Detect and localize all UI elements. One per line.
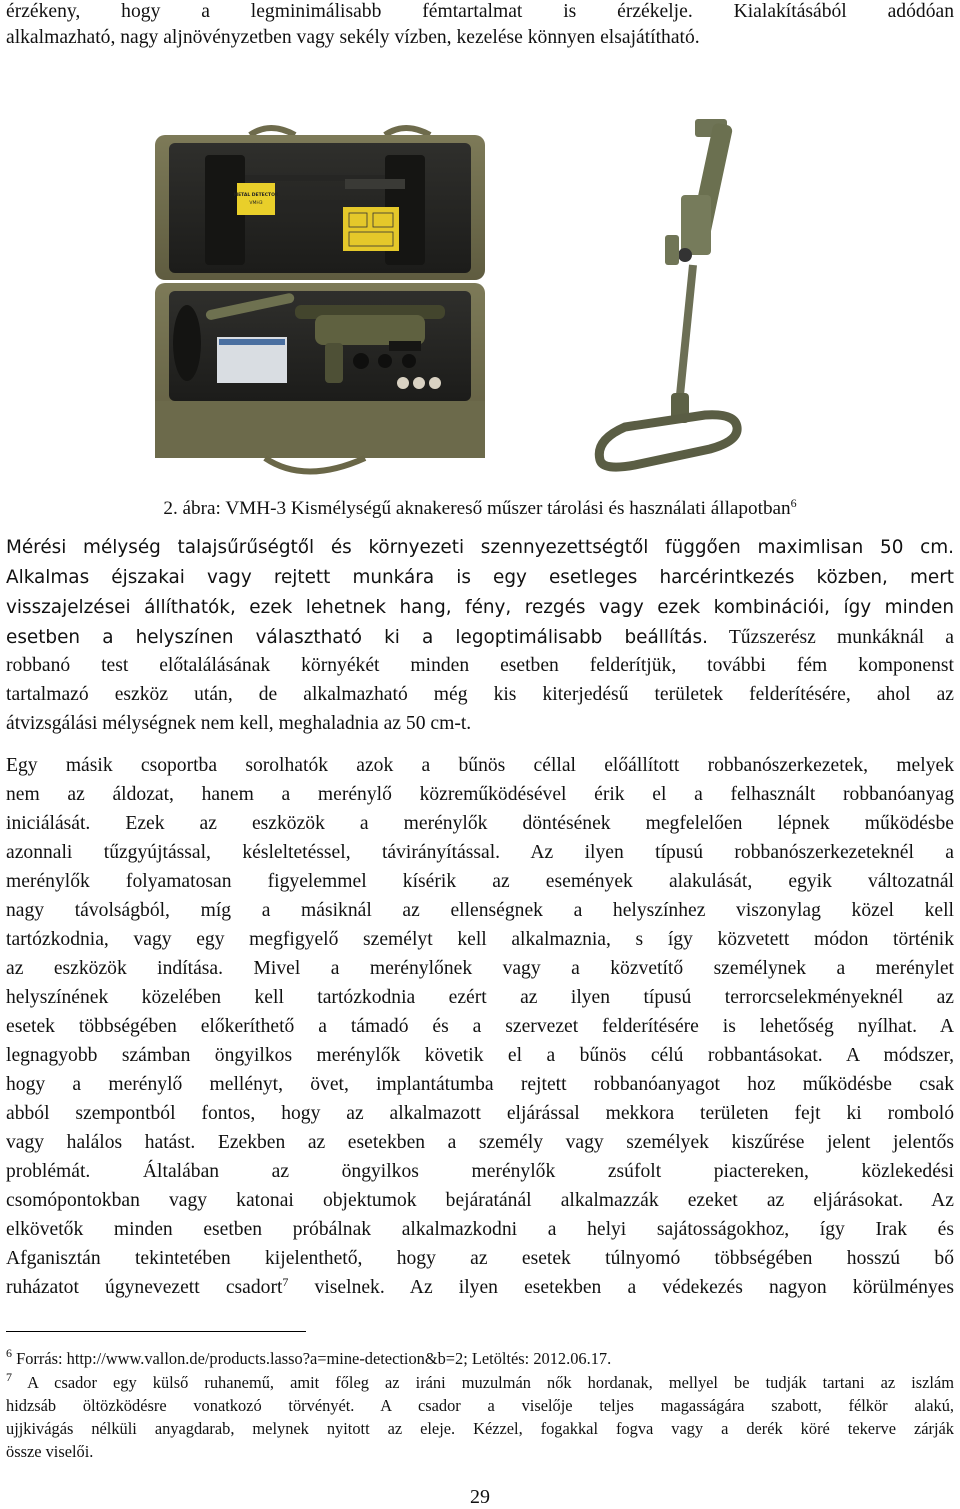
body-text-line: nagy távolságból, míg a másiknál az ellenségnek a helyszínhez viszonylag közel kell: [6, 900, 954, 921]
body-text-line: tartózkodnia, vagy egy megfigyelő személyt kell alkalmaznia, s így közvetett módon történik: [6, 929, 954, 950]
instruction-label: [343, 207, 399, 251]
body-text-line: nem az áldozat, hanem a merénylő közreműködésével érik el a felhasznált robbanóanyag: [6, 784, 954, 805]
footnote-text-line: össze viselői.: [6, 1442, 94, 1461]
metal-detector-label: [237, 183, 275, 215]
body-text-line: robbanó test előtalálásának környékét minden esetben felderítjük, további fém komponenst: [6, 655, 954, 676]
body-text-line: helyszínének közelében kell tartózkodnia ezért az ilyen típusú terrorcselekményeknél az: [6, 987, 954, 1008]
label-model: VMH3: [249, 201, 263, 206]
figure-caption-text: 2. ábra: VMH-3 Kismélységű aknakereső műszer tárolási és használati állapotban: [163, 498, 791, 519]
footnote-text-line: hidzsáb öltözködésre vonatkozó törvényét. A csador a viselője teljes magasságára szabott, félkör alakú,: [6, 1396, 954, 1415]
body-text-line: Alkalmas éjszakai vagy rejtett munkára is egy esetleges harcérintkezés közben, mert: [6, 567, 954, 588]
footnote-text-line: ujjkivágás nélküli anyagdarab, melynek nyitott az eleje. Kézzel, fogakkal fogva vagy a derék köré tekerve zárják: [6, 1419, 954, 1438]
body-text-line: visszajelzései állíthatók, ezek lehetnek hang, fény, rezgés vagy ezek kombinációi, így minden: [6, 597, 954, 618]
footnote-6: [6, 1346, 954, 1369]
page-number: 29: [470, 1486, 490, 1508]
footnote-separator: [6, 1331, 306, 1332]
label-title: METAL DETECTOR: [233, 193, 279, 198]
assembled-detector: [599, 119, 737, 467]
footnote-7: [6, 1370, 954, 1393]
body-text-line: esetek többségében előkeríthető a támadó és a szervezet felderítésére is lehetőség nyílhat. A: [6, 1016, 954, 1037]
body-text-segment: ruházatot úgynevezett csadort: [6, 1277, 283, 1298]
body-text-line: az eszközök indítása. Mivel a merénylőnek vagy a közvetítő személynek a merénylet: [6, 958, 954, 979]
body-text-line: legnagyobb számban öngyilkos merénylők követik el a bűnös célú robbantásokat. A módszer,: [6, 1045, 954, 1066]
case-bottom: [155, 283, 485, 472]
body-text-line: vagy halálos hatást. Ezekben az esetekben a személy vagy személyek kiszűrése jelent jelentős: [6, 1132, 954, 1153]
body-text-line: abból szempontból fontos, hogy az alkalmazott eljárással mekkora területen fejt ki romboló: [6, 1103, 954, 1124]
body-text-line: Egy másik csoportba sorolhatók azok a bűnös céllal előállított robbanószerkezetek, melyek: [6, 755, 954, 776]
footnote-ref: 7: [282, 1275, 289, 1289]
body-text-segment: Tűzszerész munkáknál a: [728, 627, 954, 648]
footnote-number: 6: [6, 1346, 12, 1360]
figure-caption: [0, 497, 960, 521]
body-text-line: azonnali tűzgyújtással, késleltetéssel, távirányítással. Az ilyen típusú robbanószerkezeteknél a: [6, 842, 954, 863]
body-text-line: hogy a merénylő mellényt, övet, implantátumba rejtett robbanóanyagot hoz működésbe csak: [6, 1074, 954, 1095]
body-text-line: alkalmazható, nagy aljnövényzetben vagy sekély vízben, kezelése könnyen elsajátítható.: [6, 27, 700, 48]
body-text-line: problémát. Általában az öngyilkos merénylők zsúfolt piactereken, közlekedési: [6, 1161, 954, 1182]
body-text-line: csomópontokban vagy katonai objektumok bejáratánál alkalmazzák ezeket az eljárásokat. Az: [6, 1190, 954, 1211]
body-text-line: merénylők folyamatosan figyelemmel kísérik az események alakulását, egyik változatnál: [6, 871, 954, 892]
footnote-number: 7: [6, 1370, 12, 1384]
body-text-line: [6, 1276, 954, 1300]
footnote-text: A csador egy külső ruhanemű, amit főleg az iráni muzulmán nők hordanak, mellyel be tudják tartani az iszlám: [12, 1373, 954, 1392]
body-text-segment: esetben a helyszínen választható ki a legoptimálisabb beállítás.: [6, 627, 708, 648]
body-text-line: elkövetők minden esetben próbálnak alkalmazkodni a helyi sajátosságokhoz, így Irak és: [6, 1219, 954, 1240]
body-text-line: átvizsgálási mélységnek nem kell, meghaladnia az 50 cm-t.: [6, 713, 472, 734]
body-text-line: Mérési mélység talajsűrűségtől és környezeti szennyezettségtől függően maximlisan 50 cm.: [6, 537, 954, 558]
body-text-line: tartalmazó eszköz után, de alkalmazható még kis kiterjedésű területek felderítésére, ahol az: [6, 684, 954, 705]
case-lid: [155, 128, 485, 280]
body-text-segment: viselnek. Az ilyen esetekben a védekezés nagyon körülményes: [288, 1277, 954, 1298]
metal-detector-photo: [145, 115, 825, 480]
footnote-ref: 6: [790, 496, 797, 510]
body-text-line: Afganisztán tekintetében kijelenthető, hogy az esetek túlnyomó többségében hosszú bő: [6, 1248, 954, 1269]
body-text-line: iniciálását. Ezek az eszközök a merénylők döntésének megfelelően lépnek működésbe: [6, 813, 954, 834]
body-text-line-mixed: [6, 625, 954, 650]
body-text-line: érzékeny, hogy a legminimálisabb fémtartalmat is érzékelje. Kialakításából adódóan: [6, 1, 954, 22]
footnote-text: Forrás: http://www.vallon.de/products.lasso?a=mine-detection&b=2; Letöltés: 2012.06.17.: [12, 1349, 612, 1368]
